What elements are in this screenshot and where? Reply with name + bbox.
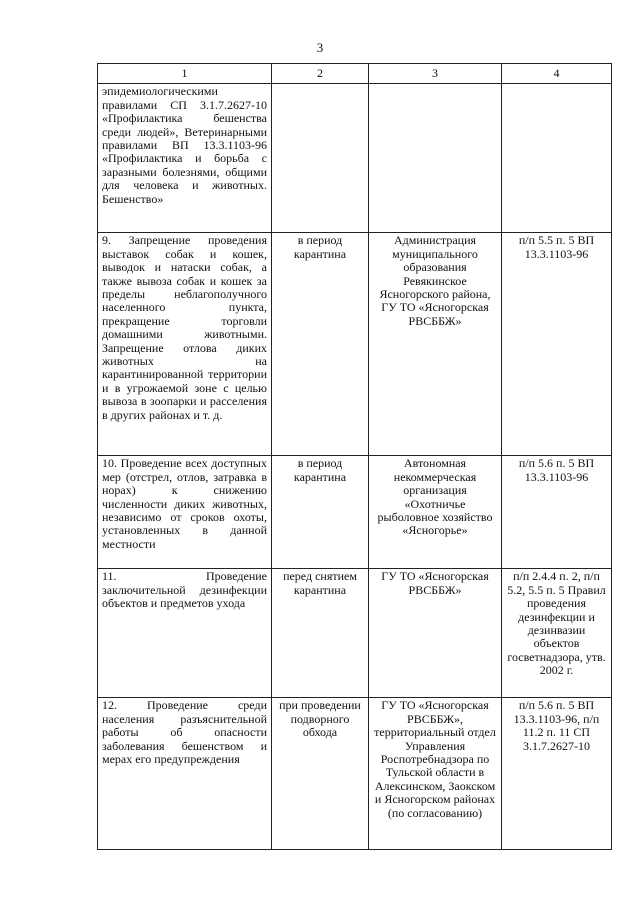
- responsible-cell: Автономная некоммерческая организация «Охотничье рыболовное хозяйство «Ясногорье»: [369, 456, 502, 569]
- responsible-cell: Администрация муниципального образования Ревякинское Ясногорского района, ГУ ТО «Ясногорская РВСББЖ»: [369, 233, 502, 456]
- reference-cell: п/п 5.6 п. 5 ВП 13.3.1103-96: [502, 456, 612, 569]
- measure-cell: 11. Проведение заключительной дезинфекции объектов и предметов ухода: [98, 569, 272, 698]
- reference-cell: п/п 5.5 п. 5 ВП 13.3.1103-96: [502, 233, 612, 456]
- responsible-cell: ГУ ТО «Ясногорская РВСББЖ»: [369, 569, 502, 698]
- column-header-1: 1: [98, 64, 272, 84]
- table-row: [98, 84, 612, 233]
- timing-cell: при проведении подворного обхода: [272, 698, 369, 850]
- table-row: [98, 456, 612, 569]
- table-header-row: [98, 64, 612, 84]
- responsible-cell: ГУ ТО «Ясногорская РВСББЖ», территориальный отдел Управления Роспотребнадзора по Тульской области в Алексинском, Заокском и Ясногорском районах (по согласованию): [369, 698, 502, 850]
- column-header-2: 2: [272, 64, 369, 84]
- measure-cell: 10. Проведение всех доступных мер (отстрел, отлов, затравка в норах) к снижению численности диких животных, независимо от сроков охоты, установленных в данной местности: [98, 456, 272, 569]
- measures-table: [97, 63, 612, 850]
- measure-cell: 12. Проведение среди населения разъяснительной работы об опасности заболевания бешенством и мерах его предупреждения: [98, 698, 272, 850]
- table-row: [98, 569, 612, 698]
- column-header-3: 3: [369, 64, 502, 84]
- timing-cell: перед снятием карантина: [272, 569, 369, 698]
- page-number: 3: [316, 40, 324, 55]
- table-row: [98, 233, 612, 456]
- measure-cell: 9. Запрещение проведения выставок собак и кошек, выводок и натаски собак, а также вывоза собак и кошек за пределы неблагополучного населенного пункта, прекращение торговли домашними животными. Запрещение отлова диких животных на карантинированной территории и в угрожаемой зоне с целью вывоза в зоопарки и расселения в других районах и т. д.: [98, 233, 272, 456]
- table-row: [98, 698, 612, 850]
- reference-cell: п/п 2.4.4 п. 2, п/п 5.2, 5.5 п. 5 Правил проведения дезинфекции и дезинвазии объектов госветнадзора, утв. 2002 г.: [502, 569, 612, 698]
- timing-cell: в период карантина: [272, 456, 369, 569]
- timing-cell: в период карантина: [272, 233, 369, 456]
- responsible-cell: [369, 84, 502, 233]
- measure-cell: эпидемиологическими правилами СП 3.1.7.2627-10 «Профилактика бешенства среди людей», Ветеринарными правилами ВП 13.3.1103-96 «Профилактика и борьба с заразными болезнями, общими для человека и животных. Бешенство»: [98, 84, 272, 233]
- timing-cell: [272, 84, 369, 233]
- column-header-4: 4: [502, 64, 612, 84]
- reference-cell: п/п 5.6 п. 5 ВП 13.3.1103-96, п/п 11.2 п. 11 СП 3.1.7.2627-10: [502, 698, 612, 850]
- reference-cell: [502, 84, 612, 233]
